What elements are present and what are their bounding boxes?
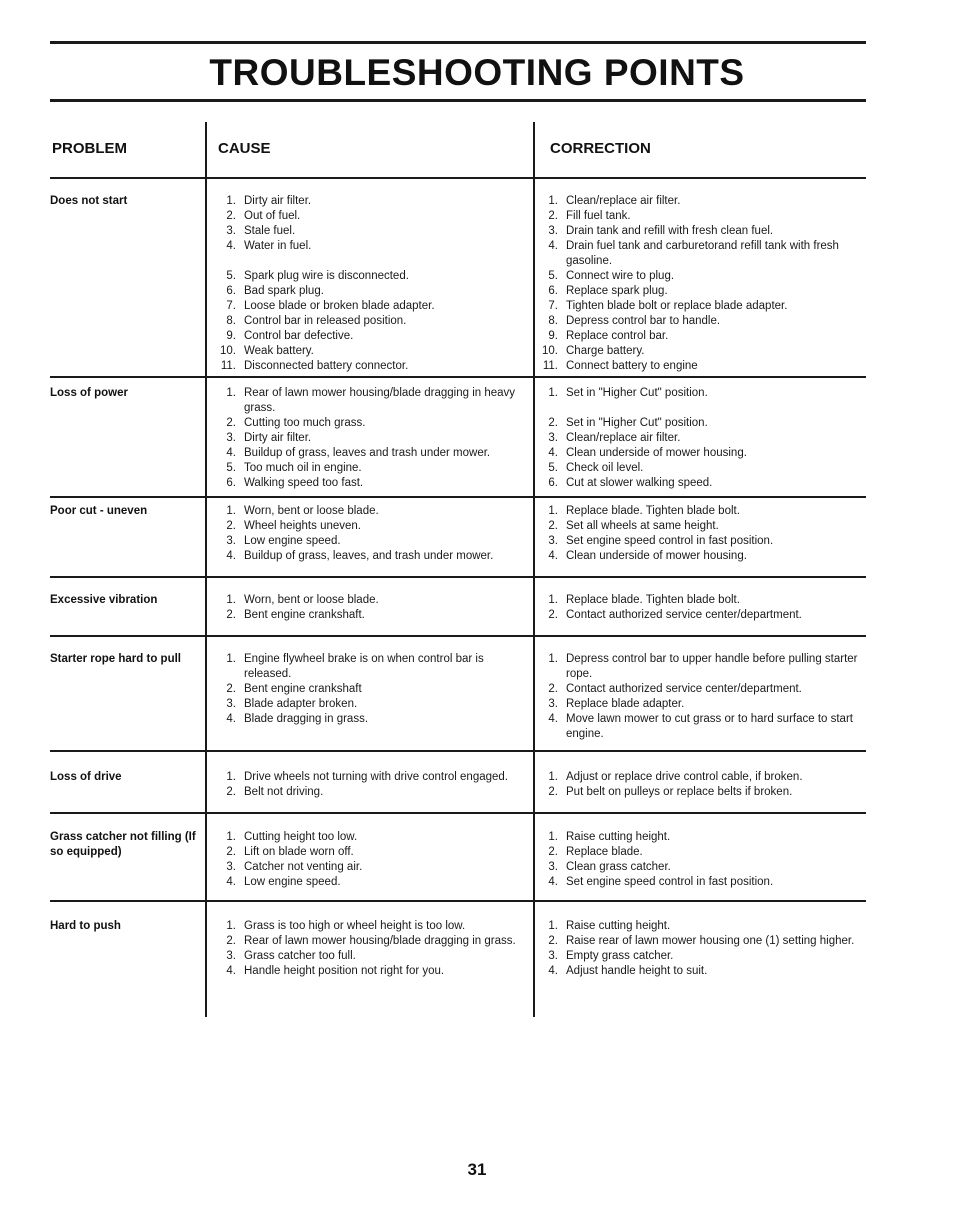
item-number: 4. (226, 965, 236, 977)
cause-item (218, 416, 533, 431)
correction-list (540, 652, 870, 742)
item-text: Adjust handle height to suit. (566, 965, 708, 977)
correction-item (540, 209, 870, 224)
item-number: 4. (548, 550, 558, 562)
item-text: Loose blade or broken blade adapter. (244, 300, 435, 312)
item-number: 1. (226, 831, 236, 843)
cause-list (218, 593, 533, 623)
cause-item (218, 269, 533, 284)
cause-item (218, 519, 533, 534)
item-number: 2. (226, 846, 236, 858)
cause-item (218, 239, 533, 254)
correction-item (540, 770, 870, 785)
cause-item (218, 549, 533, 564)
item-text: Buildup of grass, leaves and trash under mower. (244, 447, 491, 459)
item-text: Fill fuel tank. (566, 210, 631, 222)
item-text: Replace blade. Tighten blade bolt. (566, 505, 740, 517)
correction-item (540, 608, 870, 623)
cause-list (218, 386, 533, 491)
item-text: Rear of lawn mower housing/blade dragging in grass. (244, 935, 516, 947)
item-number: 5. (548, 270, 558, 282)
item-text: Cut at slower walking speed. (566, 477, 713, 489)
item-text: Grass is too high or wheel height is too low. (244, 920, 466, 932)
cause-item (218, 329, 533, 344)
title-top-rule (50, 41, 866, 44)
item-text: Worn, bent or loose blade. (244, 505, 379, 517)
correction-item (540, 712, 870, 742)
item-text: Dirty air filter. (244, 195, 312, 207)
item-text: Walking speed too fast. (244, 477, 364, 489)
item-number: 4. (548, 240, 558, 252)
cause-item (218, 314, 533, 329)
item-number: 4. (548, 876, 558, 888)
item-number: 2. (226, 786, 236, 798)
item-text: Rear of lawn mower housing/blade dragging in heavy grass. (244, 387, 516, 414)
item-number: 6. (226, 477, 236, 489)
row-separator (50, 576, 866, 578)
item-text: Connect battery to engine (566, 360, 698, 372)
item-number: 3. (226, 698, 236, 710)
item-text: Belt not driving. (244, 786, 324, 798)
item-text: Catcher not venting air. (244, 861, 363, 873)
problem-label: Hard to push (50, 920, 121, 932)
item-number: 3. (548, 698, 558, 710)
correction-item (540, 934, 870, 949)
item-text: Clean underside of mower housing. (566, 447, 747, 459)
cause-item (218, 949, 533, 964)
header-separator (50, 177, 866, 179)
page-number: 31 (467, 1160, 487, 1179)
correction-item (540, 519, 870, 534)
item-text: Lift on blade worn off. (244, 846, 354, 858)
cause-list (218, 770, 533, 800)
item-text: Connect wire to plug. (566, 270, 675, 282)
item-number: 2. (548, 935, 558, 947)
item-number: 1. (226, 771, 236, 783)
item-number: 4. (226, 713, 236, 725)
correction-item (540, 476, 870, 491)
item-text: Too much oil in engine. (244, 462, 362, 474)
item-text: Clean underside of mower housing. (566, 550, 747, 562)
item-text: Raise cutting height. (566, 920, 671, 932)
cause-item (218, 504, 533, 519)
item-number: 7. (226, 300, 236, 312)
item-number: 4. (226, 550, 236, 562)
item-number: 3. (548, 861, 558, 873)
item-text: Low engine speed. (244, 535, 341, 547)
row-separator (50, 496, 866, 498)
item-number: 10. (542, 345, 558, 357)
problem-label: Loss of power (50, 387, 128, 399)
item-number: 4. (548, 447, 558, 459)
correction-list (540, 919, 870, 979)
item-text: Cutting height too low. (244, 831, 358, 843)
correction-item (540, 504, 870, 519)
item-number: 11. (220, 360, 236, 372)
item-number: 4. (226, 447, 236, 459)
item-number: 3. (548, 225, 558, 237)
item-text: Replace control bar. (566, 330, 669, 342)
item-number: 3. (226, 225, 236, 237)
item-text: Set engine speed control in fast position. (566, 876, 774, 888)
item-text: Replace spark plug. (566, 285, 668, 297)
correction-list (540, 194, 870, 374)
problem-label: Excessive vibration (50, 594, 158, 606)
item-text: Clean/replace air filter. (566, 432, 681, 444)
item-text: Replace blade. Tighten blade bolt. (566, 594, 740, 606)
row-separator (50, 750, 866, 752)
cause-item (218, 860, 533, 875)
cause-item (218, 299, 533, 314)
cause-list (218, 919, 533, 979)
list-spacer (540, 401, 870, 416)
item-number: 1. (226, 387, 236, 399)
item-number: 10. (220, 345, 236, 357)
correction-item (540, 386, 870, 401)
cause-list (218, 830, 533, 890)
cause-item (218, 461, 533, 476)
item-text: Move lawn mower to cut grass or to hard surface to start engine. (566, 713, 853, 740)
correction-item (540, 359, 870, 374)
item-number: 2. (226, 609, 236, 621)
item-text: Drain fuel tank and carburetorand refill tank with fresh gasoline. (566, 240, 839, 267)
correction-item (540, 446, 870, 461)
item-number: 2. (226, 210, 236, 222)
cause-item (218, 534, 533, 549)
item-number: 2. (548, 846, 558, 858)
correction-item (540, 785, 870, 800)
item-number: 6. (548, 285, 558, 297)
item-number: 5. (226, 270, 236, 282)
item-number: 5. (548, 462, 558, 474)
cause-item (218, 919, 533, 934)
item-text: Dirty air filter. (244, 432, 312, 444)
item-number: 1. (226, 920, 236, 932)
item-number: 2. (548, 683, 558, 695)
cause-list (218, 194, 533, 374)
item-number: 1. (226, 594, 236, 606)
cause-item (218, 652, 533, 682)
item-number: 2. (548, 520, 558, 532)
item-number: 2. (548, 417, 558, 429)
cause-list (218, 652, 533, 727)
item-text: Stale fuel. (244, 225, 296, 237)
correction-item (540, 697, 870, 712)
correction-list (540, 830, 870, 890)
cause-item (218, 446, 533, 461)
item-number: 3. (548, 950, 558, 962)
cause-item (218, 785, 533, 800)
item-number: 2. (548, 786, 558, 798)
item-text: Clean grass catcher. (566, 861, 671, 873)
item-number: 1. (548, 653, 558, 665)
list-spacer (218, 254, 533, 269)
item-text: Drain tank and refill with fresh clean fuel. (566, 225, 774, 237)
cause-item (218, 875, 533, 890)
item-text: Replace blade. (566, 846, 643, 858)
cause-item (218, 845, 533, 860)
item-number: 8. (226, 315, 236, 327)
item-number: 1. (548, 771, 558, 783)
cause-item (218, 770, 533, 785)
correction-item (540, 860, 870, 875)
item-text: Depress control bar to handle. (566, 315, 721, 327)
item-number: 9. (548, 330, 558, 342)
correction-item (540, 682, 870, 697)
item-number: 3. (226, 432, 236, 444)
item-text: Engine flywheel brake is on when control bar is released. (244, 653, 484, 680)
item-text: Depress control bar to upper handle before pulling starter rope. (566, 653, 858, 680)
correction-item (540, 416, 870, 431)
problem-label: Grass catcher not filling (If so equipped) (50, 831, 196, 858)
item-text: Wheel heights uneven. (244, 520, 361, 532)
correction-list (540, 504, 870, 564)
item-text: Put belt on pulleys or replace belts if broken. (566, 786, 793, 798)
cause-item (218, 344, 533, 359)
item-number: 1. (548, 387, 558, 399)
item-text: Weak battery. (244, 345, 314, 357)
item-text: Contact authorized service center/department. (566, 683, 802, 695)
item-text: Set in "Higher Cut" position. (566, 387, 708, 399)
correction-item (540, 964, 870, 979)
item-text: Adjust or replace drive control cable, if broken. (566, 771, 803, 783)
item-text: Bent engine crankshaft (244, 683, 362, 695)
item-number: 4. (226, 876, 236, 888)
cause-item (218, 608, 533, 623)
cause-item (218, 431, 533, 446)
item-number: 4. (548, 713, 558, 725)
problem-label: Starter rope hard to pull (50, 653, 181, 665)
item-number: 1. (548, 195, 558, 207)
correction-item (540, 329, 870, 344)
correction-item (540, 284, 870, 299)
correction-item (540, 534, 870, 549)
item-number: 3. (548, 432, 558, 444)
item-number: 3. (226, 535, 236, 547)
item-number: 1. (226, 653, 236, 665)
correction-item (540, 461, 870, 476)
correction-item (540, 875, 870, 890)
item-text: Bent engine crankshaft. (244, 609, 365, 621)
item-number: 5. (226, 462, 236, 474)
correction-list (540, 770, 870, 800)
item-number: 6. (548, 477, 558, 489)
item-number: 1. (548, 831, 558, 843)
cause-column-divider (205, 122, 207, 1017)
item-text: Empty grass catcher. (566, 950, 674, 962)
item-number: 1. (548, 505, 558, 517)
problem-label: Loss of drive (50, 771, 122, 783)
correction-item (540, 919, 870, 934)
item-text: Water in fuel. (244, 240, 312, 252)
item-number: 4. (548, 965, 558, 977)
correction-item (540, 239, 870, 269)
item-text: Raise rear of lawn mower housing one (1) setting higher. (566, 935, 855, 947)
cause-item (218, 682, 533, 697)
item-text: Set engine speed control in fast position. (566, 535, 774, 547)
item-text: Drive wheels not turning with drive control engaged. (244, 771, 509, 783)
correction-column-divider (533, 122, 535, 1017)
item-text: Control bar defective. (244, 330, 354, 342)
page-title: TROUBLESHOOTING POINTS (209, 52, 745, 93)
item-number: 2. (548, 609, 558, 621)
cause-header: CAUSE (218, 140, 271, 157)
item-number: 7. (548, 300, 558, 312)
item-text: Replace blade adapter. (566, 698, 685, 710)
correction-item (540, 431, 870, 446)
item-number: 8. (548, 315, 558, 327)
correction-item (540, 314, 870, 329)
item-number: 2. (226, 683, 236, 695)
item-text: Set all wheels at same height. (566, 520, 719, 532)
item-number: 1. (548, 594, 558, 606)
correction-list (540, 593, 870, 623)
item-number: 2. (548, 210, 558, 222)
item-number: 2. (226, 935, 236, 947)
cause-item (218, 593, 533, 608)
cause-list (218, 504, 533, 564)
item-number: 11. (542, 360, 558, 372)
item-text: Worn, bent or loose blade. (244, 594, 379, 606)
item-number: 3. (226, 861, 236, 873)
item-text: Check oil level. (566, 462, 644, 474)
item-text: Bad spark plug. (244, 285, 324, 297)
item-number: 4. (226, 240, 236, 252)
item-text: Clean/replace air filter. (566, 195, 681, 207)
row-separator (50, 635, 866, 637)
cause-item (218, 697, 533, 712)
title-bottom-rule (50, 99, 866, 102)
item-text: Low engine speed. (244, 876, 341, 888)
cause-item (218, 934, 533, 949)
item-text: Charge battery. (566, 345, 645, 357)
correction-header: CORRECTION (550, 140, 651, 157)
item-number: 3. (226, 950, 236, 962)
item-text: Out of fuel. (244, 210, 301, 222)
problem-label: Does not start (50, 195, 128, 207)
problem-label: Poor cut - uneven (50, 505, 148, 517)
correction-item (540, 299, 870, 314)
cause-item (218, 964, 533, 979)
correction-item (540, 224, 870, 239)
cause-item (218, 284, 533, 299)
correction-item (540, 549, 870, 564)
item-text: Buildup of grass, leaves, and trash under mower. (244, 550, 494, 562)
row-separator (50, 376, 866, 378)
item-number: 9. (226, 330, 236, 342)
item-text: Spark plug wire is disconnected. (244, 270, 409, 282)
item-number: 1. (226, 505, 236, 517)
correction-item (540, 194, 870, 209)
item-number: 2. (226, 417, 236, 429)
item-text: Control bar in released position. (244, 315, 407, 327)
row-separator (50, 812, 866, 814)
cause-item (218, 476, 533, 491)
item-number: 1. (548, 920, 558, 932)
correction-list (540, 386, 870, 491)
item-text: Raise cutting height. (566, 831, 671, 843)
item-text: Blade adapter broken. (244, 698, 358, 710)
cause-item (218, 712, 533, 727)
cause-item (218, 209, 533, 224)
cause-item (218, 194, 533, 209)
correction-item (540, 830, 870, 845)
row-separator (50, 900, 866, 902)
item-text: Handle height position not right for you. (244, 965, 445, 977)
correction-item (540, 652, 870, 682)
correction-item (540, 344, 870, 359)
item-number: 1. (226, 195, 236, 207)
correction-item (540, 593, 870, 608)
cause-item (218, 386, 533, 416)
cause-item (218, 224, 533, 239)
item-text: Tighten blade bolt or replace blade adapter. (566, 300, 788, 312)
item-text: Cutting too much grass. (244, 417, 366, 429)
item-text: Set in "Higher Cut" position. (566, 417, 708, 429)
correction-item (540, 269, 870, 284)
problem-header: PROBLEM (52, 140, 127, 157)
item-text: Grass catcher too full. (244, 950, 356, 962)
item-text: Contact authorized service center/department. (566, 609, 802, 621)
item-number: 6. (226, 285, 236, 297)
item-text: Blade dragging in grass. (244, 713, 369, 725)
item-number: 2. (226, 520, 236, 532)
item-number: 3. (548, 535, 558, 547)
correction-item (540, 845, 870, 860)
cause-item (218, 830, 533, 845)
item-text: Disconnected battery connector. (244, 360, 409, 372)
cause-item (218, 359, 533, 374)
correction-item (540, 949, 870, 964)
